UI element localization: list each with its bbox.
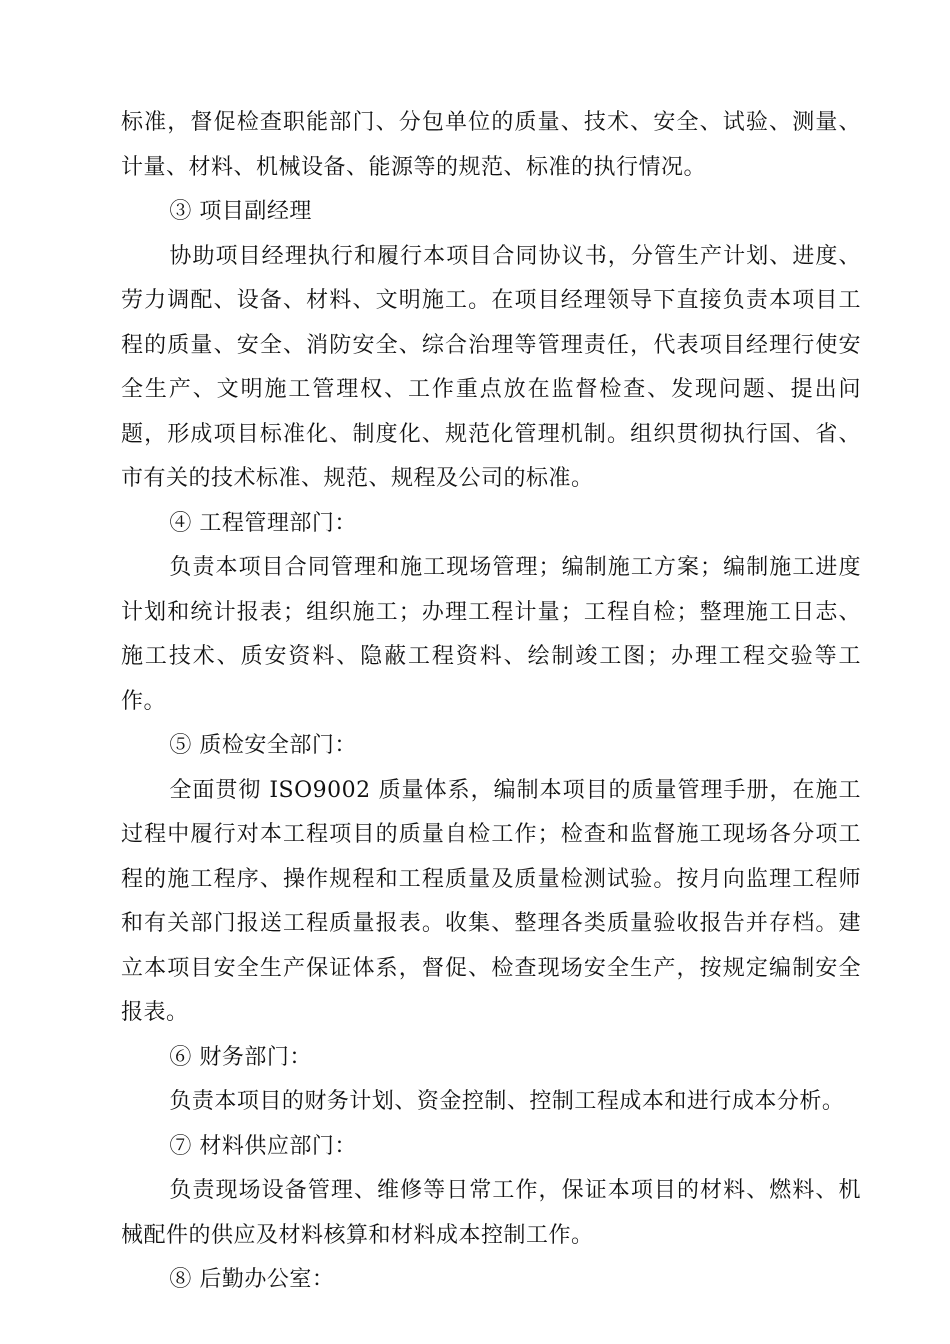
- paragraph-material-supply-duties: 负责现场设备管理、维修等日常工作，保证本项目的材料、燃料、机械配件的供应及材料核算和材料成本控制工作。: [121, 1178, 861, 1248]
- paragraph-deputy-manager-duties: 协助项目经理执行和履行本项目合同协议书，分管生产计划、进度、劳力调配、设备、材料、文明施工。在项目经理领导下直接负责本项目工程的质量、安全、消防安全、综合治理等管理责任，代表项目经理行使安全生产、文明施工管理权、工作重点放在监督检查、发现问题、提出问题，形成项目标准化、制度化、规范化管理机制。组织贯彻执行国、省、市有关的技术标准、规范、规程及公司的标准。: [121, 243, 861, 491]
- heading-deputy-project-manager: ③ 项目副经理: [169, 199, 312, 224]
- paragraph-engineering-management-duties: 负责本项目合同管理和施工现场管理；编制施工方案；编制施工进度计划和统计报表；组织施工；办理工程计量；工程自检；整理施工日志、施工技术、质安资料、隐蔽工程资料、绘制竣工图；办理工程交验等工作。: [121, 555, 861, 714]
- heading-material-supply-dept: ⑦ 材料供应部门：: [169, 1133, 357, 1159]
- paragraph-quality-safety-duties: 全面贯彻 ISO9002 质量体系，编制本项目的质量管理手册，在施工过程中履行对本工程项目的质量自检工作；检查和监督施工现场各分项工程的施工程序、操作规程和工程质量及质量检测试验。按月向监理工程师和有关部门报送工程质量报表。收集、整理各类质量验收报告并存档。建立本项目安全生产保证体系，督促、检查现场安全生产，按规定编制安全报表。: [121, 777, 861, 1025]
- heading-logistics-office: ⑧ 后勤办公室：: [169, 1267, 335, 1292]
- heading-engineering-management-dept: ④ 工程管理部门：: [169, 510, 357, 536]
- paragraph-finance-duties: 负责本项目的财务计划、资金控制、控制工程成本和进行成本分析。: [169, 1089, 845, 1114]
- document-body: [121, 101, 861, 1303]
- heading-quality-safety-dept: ⑤ 质检安全部门：: [169, 733, 357, 758]
- paragraph-standards-continuation: 标准，督促检查职能部门、分包单位的质量、技术、安全、试验、测量、计量、材料、机械设备、能源等的规范、标准的执行情况。: [121, 110, 861, 180]
- heading-finance-dept: ⑥ 财务部门：: [169, 1044, 312, 1070]
